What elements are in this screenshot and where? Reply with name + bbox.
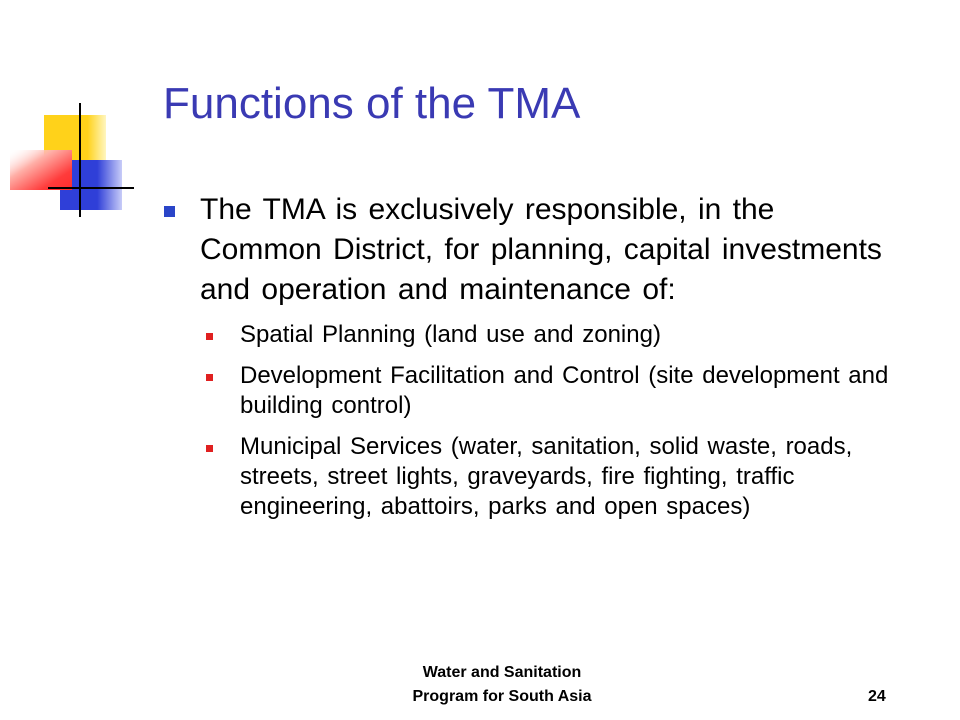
small-square-bullet-icon <box>206 445 213 452</box>
decorative-squares-logo-icon <box>0 95 135 220</box>
main-bullet <box>163 190 903 310</box>
small-square-bullet-icon <box>206 374 213 381</box>
sub-bullet-item <box>200 432 903 522</box>
slide-title: Functions of the TMA <box>163 79 581 128</box>
sub-bullet-text: Development Facilitation and Control (site development and building control) <box>240 362 889 419</box>
square-bullet-icon <box>164 206 175 217</box>
sub-bullet-text: Spatial Planning (land use and zoning) <box>240 321 661 348</box>
slide-number: 24 <box>868 688 886 705</box>
sub-bullet-item <box>200 361 903 421</box>
slide-content <box>163 190 903 533</box>
main-bullet-text: The TMA is exclusively responsible, in the Common District, for planning, capital investments and operation and maintenance of: <box>200 193 882 306</box>
small-square-bullet-icon <box>206 333 213 340</box>
sub-bullet-list <box>163 320 903 522</box>
footer-line-2: Program for South Asia <box>412 688 592 705</box>
sub-bullet-text: Municipal Services (water, sanitation, solid waste, roads, streets, street lights, graveyards, fire fighting, traffic engineering, abattoirs, parks and open spaces) <box>240 433 853 520</box>
sub-bullet-item <box>200 320 903 350</box>
footer-line-1: Water and Sanitation <box>422 664 582 681</box>
slide-footer <box>372 661 632 709</box>
